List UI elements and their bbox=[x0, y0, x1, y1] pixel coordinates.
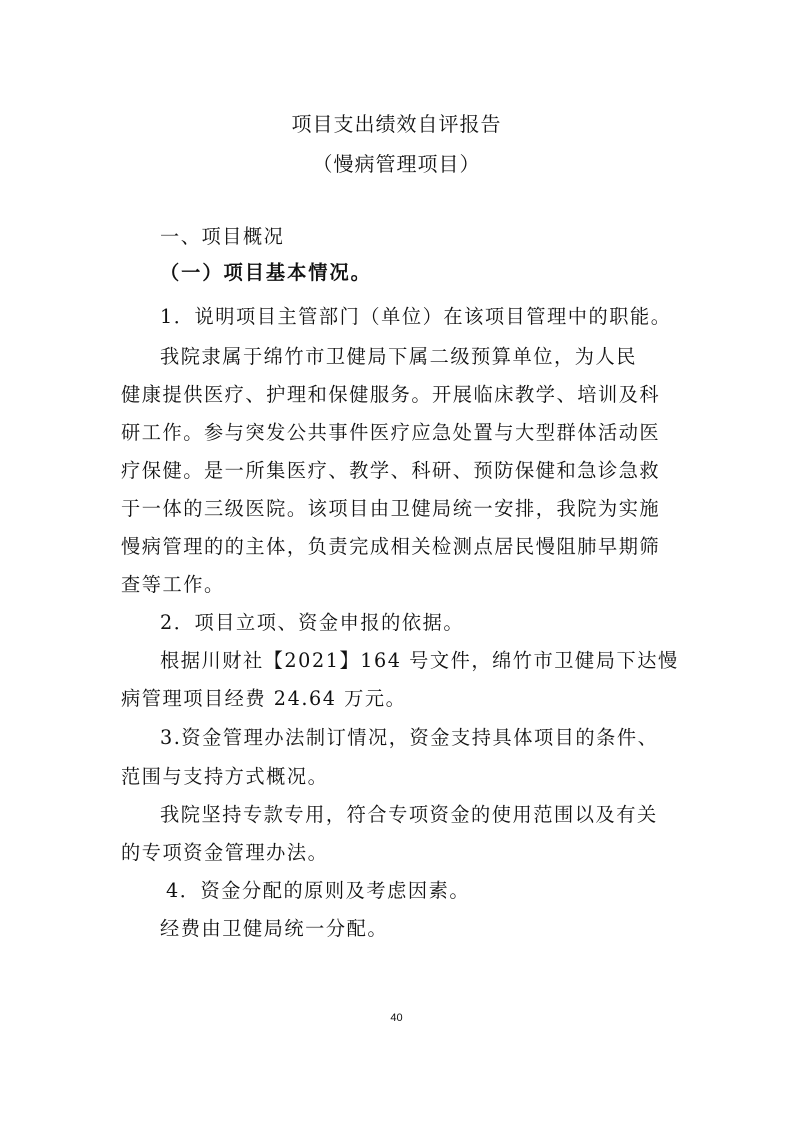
paragraph-line: 根据川财社【2021】164 号文件，绵竹市卫健局下达慢 bbox=[160, 649, 679, 672]
item-4-heading: 4．资金分配的原则及考虑因素。 bbox=[166, 879, 471, 902]
paragraph-line: 的专项资金管理办法。 bbox=[121, 841, 329, 864]
subsection-heading: （一）项目基本情况。 bbox=[160, 261, 372, 284]
paragraph-line: 经费由卫健局统一分配。 bbox=[160, 917, 389, 940]
item-1-heading: 1．说明项目主管部门（单位）在该项目管理中的职能。 bbox=[160, 305, 672, 328]
item-3-heading-cont: 范围与支持方式概况。 bbox=[121, 765, 329, 788]
paragraph-line: 查等工作。 bbox=[121, 573, 225, 596]
section-heading: 一、项目概况 bbox=[160, 225, 285, 248]
paragraph-line: 病管理项目经费 24.64 万元。 bbox=[121, 687, 407, 710]
paragraph-line: 我院坚持专款专用，符合专项资金的使用范围以及有关 bbox=[160, 803, 658, 826]
report-subtitle: （慢病管理项目） bbox=[312, 152, 481, 176]
paragraph-line: 健康提供医疗、护理和保健服务。开展临床教学、培训及科 bbox=[121, 383, 661, 406]
paragraph-line: 我院隶属于绵竹市卫健局下属二级预算单位，为人民 bbox=[160, 345, 637, 368]
item-3-heading: 3.资金管理办法制订情况，资金支持具体项目的条件、 bbox=[160, 726, 659, 749]
report-title: 项目支出绩效自评报告 bbox=[291, 112, 502, 136]
page-number: 40 bbox=[390, 1012, 403, 1024]
paragraph-line: 研工作。参与突发公共事件医疗应急处置与大型群体活动医 bbox=[121, 421, 661, 444]
paragraph-line: 于一体的三级医院。该项目由卫健局统一安排，我院为实施 bbox=[121, 497, 661, 520]
paragraph-line: 疗保健。是一所集医疗、教学、科研、预防保健和急诊急救 bbox=[121, 459, 661, 482]
paragraph-line: 慢病管理的的主体，负责完成相关检测点居民慢阻肺早期筛 bbox=[121, 535, 661, 558]
item-2-heading: 2．项目立项、资金申报的依据。 bbox=[160, 611, 465, 634]
